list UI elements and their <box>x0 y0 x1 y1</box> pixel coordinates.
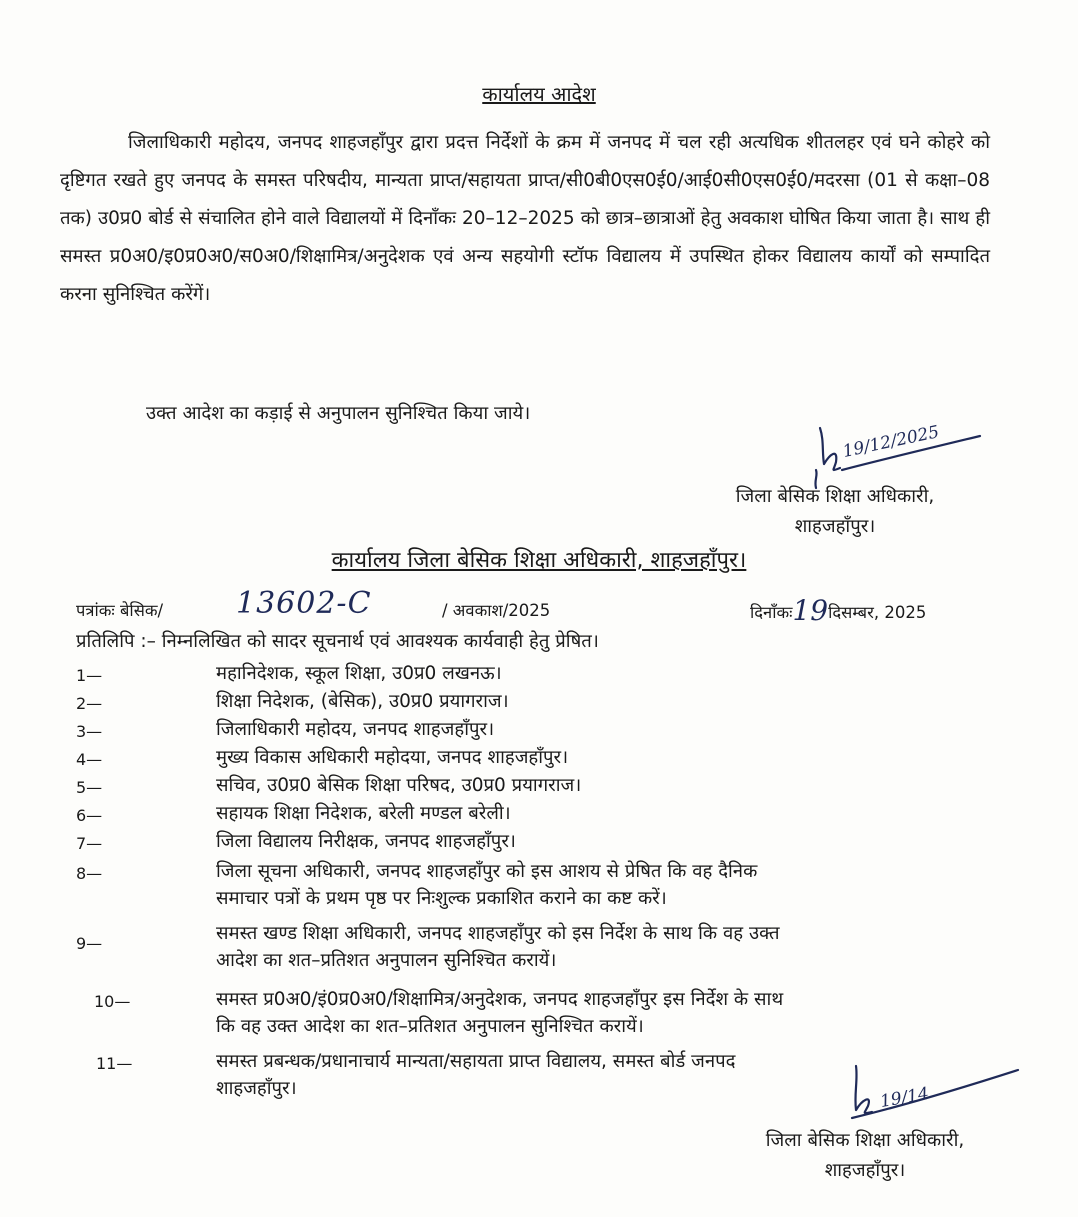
item-number: 4— <box>76 750 103 769</box>
signatory-block-2 <box>730 1126 1000 1186</box>
item-text: सचिव, उ0प्र0 बेसिक शिक्षा परिषद, उ0प्र0 प्रयागराज। <box>216 775 582 796</box>
signature-2-date: 19/14 <box>878 1083 931 1113</box>
date-rest: दिसम्बर, 2025 <box>828 603 927 622</box>
item-number: 2— <box>76 694 103 713</box>
patrank-label: पत्रांकः बेसिक/ <box>76 601 164 620</box>
signatory-block-1 <box>700 482 970 542</box>
signatory-designation: जिला बेसिक शिक्षा अधिकारी, <box>735 486 935 507</box>
item-number: 1— <box>76 666 103 685</box>
list-item <box>76 772 1036 800</box>
item-text: कि वह उक्त आदेश का शत–प्रतिशत अनुपालन सुनिश्चित करायें। <box>216 1016 644 1037</box>
item-text: जिला विद्यालय निरीक्षक, जनपद शाहजहाँपुर। <box>216 831 516 852</box>
item-text: आदेश का शत–प्रतिशत अनुपालन सुनिश्चित करायें। <box>216 950 557 971</box>
item-text: समाचार पत्रों के प्रथम पृष्ठ पर निःशुल्क प्रकाशित कराने का कष्ट करें। <box>216 888 667 909</box>
signatory-designation: जिला बेसिक शिक्षा अधिकारी, <box>765 1130 965 1151</box>
item-text: समस्त प्र0अ0/इं0प्र0अ0/शिक्षामित्र/अनुदेशक, जनपद शाहजहाँपुर इस निर्देश के साथ <box>216 989 784 1010</box>
signatory-location: शाहजहाँपुर। <box>794 516 876 537</box>
list-item <box>76 660 1036 688</box>
order-paragraph <box>60 124 990 314</box>
pratilipi-line: प्रतिलिपि :– निम्नलिखित को सादर सूचनार्थ एवं आवश्यक कार्यवाही हेतु प्रेषित। <box>76 631 599 652</box>
list-item <box>76 920 1036 986</box>
order-title: कार्यालय आदेश <box>482 82 596 106</box>
signature-2 <box>842 1058 1022 1128</box>
item-number: 8— <box>76 864 103 883</box>
patrank-suffix: / अवकाश/2025 <box>442 601 551 620</box>
order-paragraph-text: जिलाधिकारी महोदय, जनपद शाहजहाँपुर द्वारा प्रदत्त निर्देशों के क्रम में जनपद में चल रही अत्यधिक शीतलहर एवं घने कोहरे को दृष्टिगत रखते हुए जनपद के समस्त परिषदीय, मान्यता प्राप्त/सहायता प्राप्त/सी0बी0एस0ई0/आई0सी0एस0ई0/मदरसा (01 से कक्षा–08 तक) उ0प्र0 बोर्ड से संचालित होने वाले विद्यालयों में दिनाँकः 20–12–2025 को छात्र–छात्राओं हेतु अवकाश घोषित किया जाता है। साथ ही समस्त प्र0अ0/इ0प्र0अ0/स0अ0/शिक्षामित्र/अनुदेशक एवं अन्य सहयोगी स्टॉफ विद्यालय में उपस्थित होकर विद्यालय कार्यों को सम्पादित करना सुनिश्चित करेंगें। <box>60 132 990 305</box>
item-text: जिलाधिकारी महोदय, जनपद शाहजहाँपुर। <box>216 719 495 740</box>
list-item <box>76 800 1036 828</box>
patrank-line <box>76 586 551 621</box>
date-day: 19 <box>792 594 829 627</box>
list-item <box>76 688 1036 716</box>
item-text: सहायक शिक्षा निदेशक, बरेली मण्डल बरेली। <box>216 803 511 824</box>
item-text: जिला सूचना अधिकारी, जनपद शाहजहाँपुर को इस आशय से प्रेषित कि वह दैनिक <box>216 861 758 882</box>
compliance-line: उक्त आदेश का कड़ाई से अनुपालन सुनिश्चित किया जाये। <box>146 403 531 424</box>
item-text: मुख्य विकास अधिकारी महोदया, जनपद शाहजहाँपुर। <box>216 747 569 768</box>
item-text: समस्त प्रबन्धक/प्रधानाचार्य मान्यता/सहायता प्राप्त विद्यालय, समस्त बोर्ड जनपद <box>216 1051 736 1072</box>
item-number: 10— <box>94 992 131 1011</box>
copy-list <box>76 660 1036 1113</box>
signature-1 <box>812 418 982 488</box>
signatory-location: शाहजहाँपुर। <box>824 1160 906 1181</box>
item-number: 9— <box>76 934 103 953</box>
item-text: महानिदेशक, स्कूल शिक्षा, उ0प्र0 लखनऊ। <box>216 663 502 684</box>
item-number: 3— <box>76 722 103 741</box>
list-item <box>76 986 1036 1048</box>
item-text: शाहजहाँपुर। <box>216 1078 297 1099</box>
item-text: शिक्षा निदेशक, (बेसिक), उ0प्र0 प्रयागराज। <box>216 691 509 712</box>
item-number: 5— <box>76 778 103 797</box>
list-item <box>76 744 1036 772</box>
signature-1-date: 19/12/2025 <box>840 422 941 462</box>
item-number: 6— <box>76 806 103 825</box>
patrank-number: 13602-C <box>236 586 372 621</box>
list-item <box>76 716 1036 744</box>
list-item <box>76 828 1036 858</box>
item-number: 7— <box>76 834 103 853</box>
item-text: समस्त खण्ड शिक्षा अधिकारी, जनपद शाहजहाँपुर को इस निर्देश के साथ कि वह उक्त <box>216 923 780 944</box>
office-heading: कार्यालय जिला बेसिक शिक्षा अधिकारी, शाहजहाँपुर। <box>331 548 747 573</box>
date-line <box>750 592 926 625</box>
item-number: 11— <box>96 1054 133 1073</box>
date-label: दिनाँकः <box>750 603 793 622</box>
list-item <box>76 858 1036 920</box>
